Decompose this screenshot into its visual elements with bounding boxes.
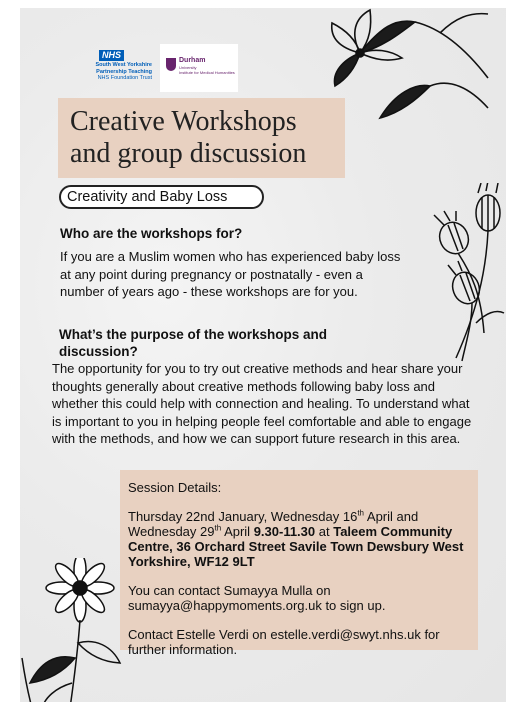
flower-top-right-icon: [320, 8, 490, 128]
durham-shield-icon: [166, 58, 176, 71]
dates-sup-a: th: [357, 508, 364, 518]
dates-part-c: April: [221, 524, 254, 539]
partner-logos: [72, 42, 237, 94]
nhs-org-name: South West Yorkshire Partnership Teaching: [95, 62, 152, 75]
session-time: 9.30-11.30: [253, 524, 316, 539]
durham-name: Durham: [179, 57, 206, 64]
poppy-pods-icon: [426, 183, 506, 363]
flyer: [20, 8, 506, 702]
durham-logo: [160, 44, 238, 92]
dates-part-a: Thursday 22nd January, Wednesday 16: [128, 509, 358, 524]
contact-sumayya: You can contact Sumayya Mulla on sumayya@happymoments.org.uk to sign up.: [128, 583, 386, 613]
nhs-org-sub: NHS Foundation Trust: [97, 75, 152, 81]
session-heading: Session Details:: [128, 480, 222, 495]
dates-at: at: [315, 524, 334, 539]
who-body: If you are a Muslim women who has experienced baby loss at any point during pregnancy or postnatally - even a number of years ago - these workshops are for you.: [60, 249, 401, 300]
who-heading: Who are the workshops for?: [60, 226, 243, 241]
session-venue: Taleem Community Centre, 36 Orchard Street Savile Town Dewsbury West Yorkshire, WF12 9LT: [128, 524, 464, 569]
durham-sub: Institute for Medical Humanities: [179, 70, 235, 75]
dates-sup-b: th: [214, 523, 222, 533]
title-banner: [58, 98, 345, 178]
purpose-heading: What’s the purpose of the workshops and discussion?: [59, 327, 328, 359]
page-title: Creative Workshops and group discussion: [70, 106, 307, 169]
dates-part-b: April and Wednesday 29: [128, 509, 419, 539]
nhs-badge: NHS: [99, 50, 124, 61]
topic-pill: Creativity and Baby Loss: [59, 185, 264, 209]
session-dates: [128, 509, 470, 569]
session-details-box: [120, 470, 478, 657]
purpose-body: The opportunity for you to try out creative methods and hear share your thoughts generally about creative methods following baby loss and whether this could help with connection and healing. To understand what is important to you in helping people feel comfortable and able to engage with the methods, and how we can support future research in this area.: [52, 361, 472, 447]
contact-estelle: Contact Estelle Verdi on estelle.verdi@swyt.nhs.uk for further information.: [128, 627, 440, 657]
durham-line: University: [179, 65, 197, 70]
